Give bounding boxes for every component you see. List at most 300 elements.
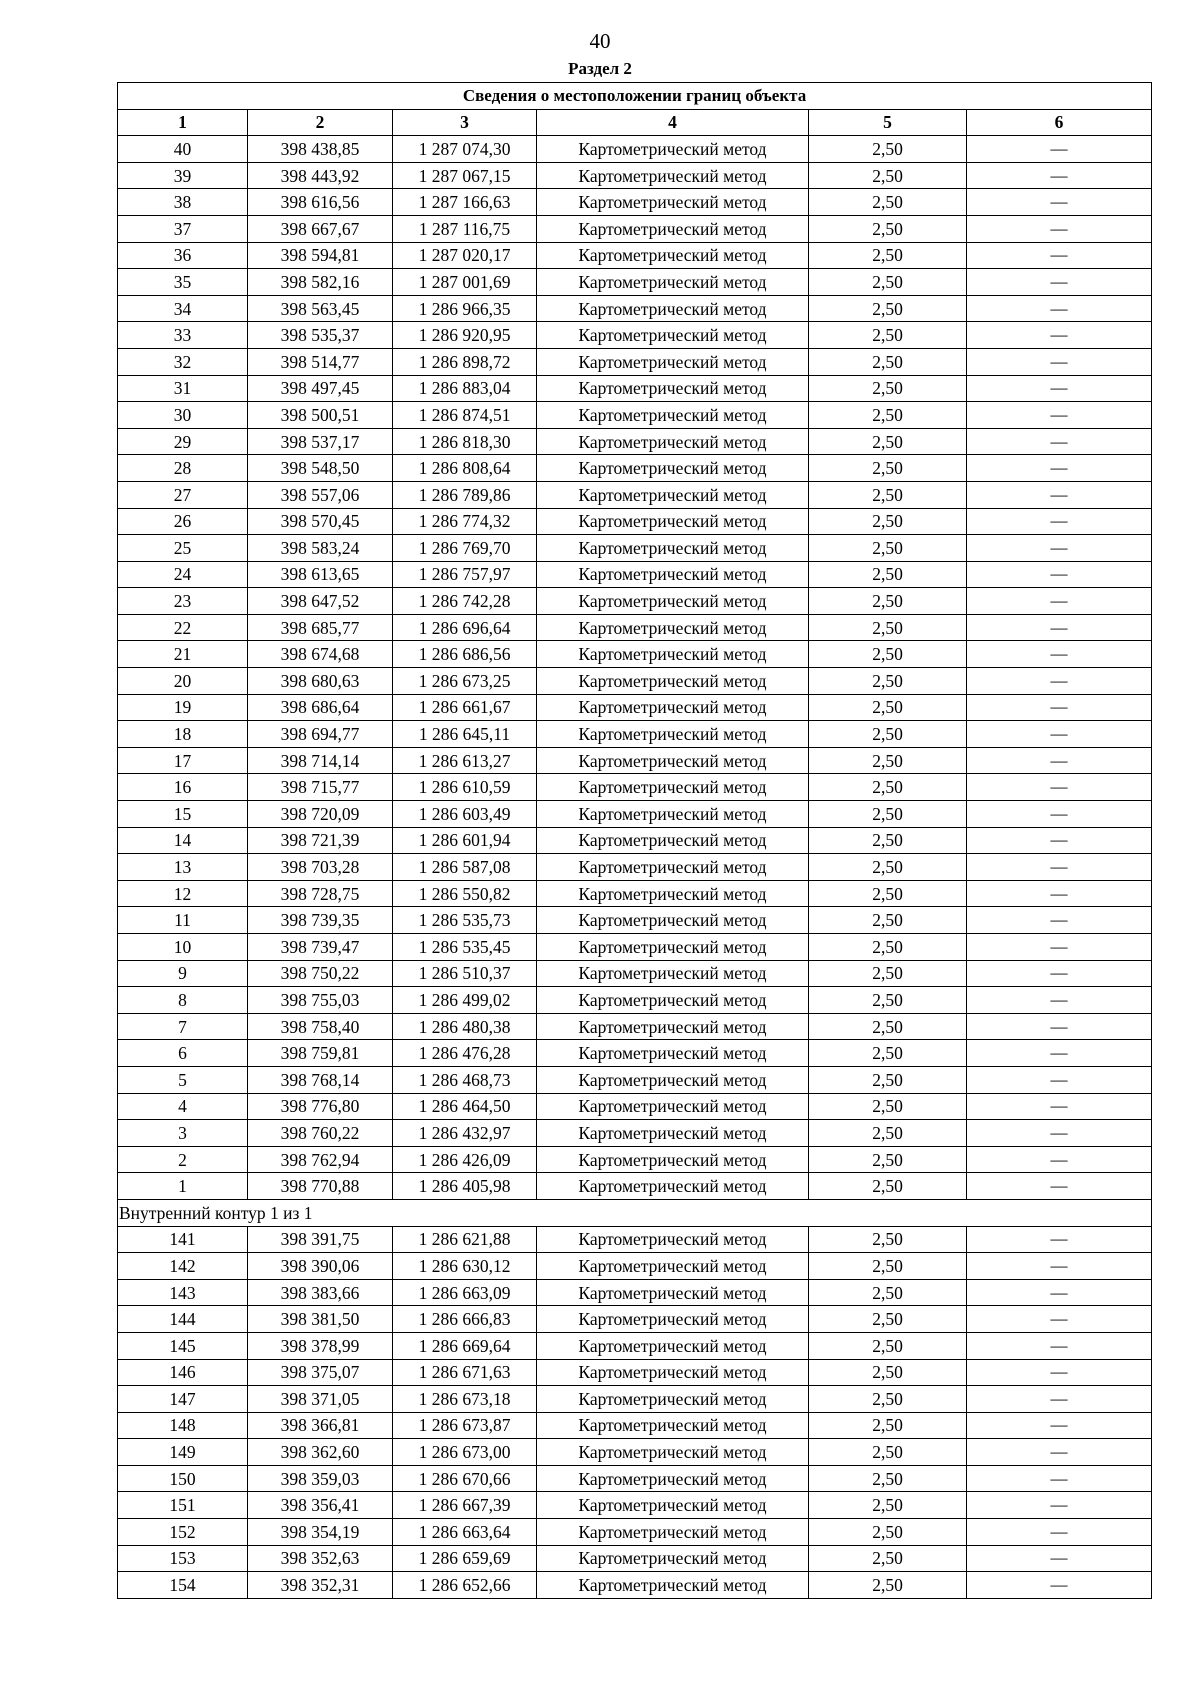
description-cell: — (967, 1120, 1152, 1147)
x-coordinate-cell: 398 391,75 (248, 1226, 393, 1253)
description-cell: — (967, 215, 1152, 242)
point-number-cell: 142 (118, 1253, 248, 1280)
description-cell: — (967, 481, 1152, 508)
description-cell: — (967, 1439, 1152, 1466)
accuracy-cell: 2,50 (809, 801, 967, 828)
y-coordinate-cell: 1 286 610,59 (393, 774, 537, 801)
table-row (118, 1492, 1152, 1519)
point-number-cell: 1 (118, 1173, 248, 1200)
table-row (118, 1465, 1152, 1492)
table-row (118, 162, 1152, 189)
point-number-cell: 22 (118, 614, 248, 641)
point-number-cell: 2 (118, 1146, 248, 1173)
table-row (118, 960, 1152, 987)
method-cell: Картометрический метод (537, 1306, 809, 1333)
y-coordinate-cell: 1 286 535,45 (393, 934, 537, 961)
y-coordinate-cell: 1 287 116,75 (393, 215, 537, 242)
accuracy-cell: 2,50 (809, 189, 967, 216)
y-coordinate-cell: 1 286 550,82 (393, 880, 537, 907)
accuracy-cell: 2,50 (809, 1253, 967, 1280)
point-number-cell: 15 (118, 801, 248, 828)
accuracy-cell: 2,50 (809, 1359, 967, 1386)
y-coordinate-cell: 1 286 671,63 (393, 1359, 537, 1386)
column-number: 1 (118, 109, 248, 136)
description-cell: — (967, 827, 1152, 854)
description-cell: — (967, 428, 1152, 455)
table-row (118, 455, 1152, 482)
table-row (118, 1386, 1152, 1413)
table-row (118, 641, 1152, 668)
point-number-cell: 152 (118, 1519, 248, 1546)
x-coordinate-cell: 398 356,41 (248, 1492, 393, 1519)
x-coordinate-cell: 398 563,45 (248, 295, 393, 322)
method-cell: Картометрический метод (537, 1040, 809, 1067)
method-cell: Картометрический метод (537, 1492, 809, 1519)
table-row (118, 1412, 1152, 1439)
table-row (118, 1359, 1152, 1386)
point-number-cell: 26 (118, 508, 248, 535)
accuracy-cell: 2,50 (809, 1519, 967, 1546)
description-cell: — (967, 348, 1152, 375)
x-coordinate-cell: 398 770,88 (248, 1173, 393, 1200)
description-cell: — (967, 375, 1152, 402)
description-cell: — (967, 136, 1152, 163)
table-row (118, 295, 1152, 322)
accuracy-cell: 2,50 (809, 1013, 967, 1040)
x-coordinate-cell: 398 759,81 (248, 1040, 393, 1067)
point-number-cell: 23 (118, 588, 248, 615)
table-caption: Сведения о местоположении границ объекта (118, 83, 1152, 110)
accuracy-cell: 2,50 (809, 774, 967, 801)
y-coordinate-cell: 1 286 663,64 (393, 1519, 537, 1546)
accuracy-cell: 2,50 (809, 136, 967, 163)
description-cell: — (967, 880, 1152, 907)
x-coordinate-cell: 398 438,85 (248, 136, 393, 163)
point-number-cell: 38 (118, 189, 248, 216)
y-coordinate-cell: 1 286 673,18 (393, 1386, 537, 1413)
y-coordinate-cell: 1 286 666,83 (393, 1306, 537, 1333)
y-coordinate-cell: 1 287 001,69 (393, 269, 537, 296)
accuracy-cell: 2,50 (809, 1386, 967, 1413)
accuracy-cell: 2,50 (809, 1439, 967, 1466)
x-coordinate-cell: 398 352,63 (248, 1545, 393, 1572)
point-number-cell: 17 (118, 747, 248, 774)
accuracy-cell: 2,50 (809, 1279, 967, 1306)
table-row (118, 1146, 1152, 1173)
point-number-cell: 7 (118, 1013, 248, 1040)
method-cell: Картометрический метод (537, 934, 809, 961)
description-cell: — (967, 1492, 1152, 1519)
description-cell: — (967, 508, 1152, 535)
description-cell: — (967, 1332, 1152, 1359)
method-cell: Картометрический метод (537, 747, 809, 774)
method-cell: Картометрический метод (537, 1386, 809, 1413)
point-number-cell: 10 (118, 934, 248, 961)
description-cell: — (967, 960, 1152, 987)
accuracy-cell: 2,50 (809, 960, 967, 987)
column-number: 3 (393, 109, 537, 136)
table-row (118, 588, 1152, 615)
y-coordinate-cell: 1 286 774,32 (393, 508, 537, 535)
y-coordinate-cell: 1 286 670,66 (393, 1465, 537, 1492)
accuracy-cell: 2,50 (809, 1120, 967, 1147)
method-cell: Картометрический метод (537, 1093, 809, 1120)
method-cell: Картометрический метод (537, 322, 809, 349)
accuracy-cell: 2,50 (809, 721, 967, 748)
description-cell: — (967, 1465, 1152, 1492)
point-number-cell: 16 (118, 774, 248, 801)
x-coordinate-cell: 398 667,67 (248, 215, 393, 242)
description-cell: — (967, 402, 1152, 429)
point-number-cell: 36 (118, 242, 248, 269)
y-coordinate-cell: 1 286 499,02 (393, 987, 537, 1014)
y-coordinate-cell: 1 286 669,64 (393, 1332, 537, 1359)
method-cell: Картометрический метод (537, 242, 809, 269)
accuracy-cell: 2,50 (809, 1146, 967, 1173)
y-coordinate-cell: 1 286 630,12 (393, 1253, 537, 1280)
accuracy-cell: 2,50 (809, 614, 967, 641)
description-cell: — (967, 1253, 1152, 1280)
method-cell: Картометрический метод (537, 721, 809, 748)
description-cell: — (967, 455, 1152, 482)
point-number-cell: 27 (118, 481, 248, 508)
method-cell: Картометрический метод (537, 854, 809, 881)
point-number-cell: 149 (118, 1439, 248, 1466)
accuracy-cell: 2,50 (809, 1332, 967, 1359)
point-number-cell: 37 (118, 215, 248, 242)
x-coordinate-cell: 398 570,45 (248, 508, 393, 535)
y-coordinate-cell: 1 287 067,15 (393, 162, 537, 189)
description-cell: — (967, 801, 1152, 828)
description-cell: — (967, 1226, 1152, 1253)
y-coordinate-cell: 1 286 769,70 (393, 535, 537, 562)
description-cell: — (967, 614, 1152, 641)
point-number-cell: 148 (118, 1412, 248, 1439)
table-row (118, 508, 1152, 535)
method-cell: Картометрический метод (537, 561, 809, 588)
y-coordinate-cell: 1 286 603,49 (393, 801, 537, 828)
table-row (118, 1120, 1152, 1147)
y-coordinate-cell: 1 287 020,17 (393, 242, 537, 269)
method-cell: Картометрический метод (537, 269, 809, 296)
table-row (118, 1439, 1152, 1466)
table-body (118, 136, 1152, 1599)
table-row (118, 1572, 1152, 1599)
y-coordinate-cell: 1 286 587,08 (393, 854, 537, 881)
description-cell: — (967, 1359, 1152, 1386)
y-coordinate-cell: 1 286 808,64 (393, 455, 537, 482)
point-number-cell: 4 (118, 1093, 248, 1120)
page-number: 40 (589, 29, 611, 53)
x-coordinate-cell: 398 390,06 (248, 1253, 393, 1280)
y-coordinate-cell: 1 286 510,37 (393, 960, 537, 987)
accuracy-cell: 2,50 (809, 561, 967, 588)
description-cell: — (967, 668, 1152, 695)
table-row (118, 987, 1152, 1014)
x-coordinate-cell: 398 354,19 (248, 1519, 393, 1546)
table-row (118, 827, 1152, 854)
description-cell: — (967, 1279, 1152, 1306)
method-cell: Картометрический метод (537, 1279, 809, 1306)
table-caption-row (118, 83, 1152, 110)
accuracy-cell: 2,50 (809, 694, 967, 721)
point-number-cell: 21 (118, 641, 248, 668)
accuracy-cell: 2,50 (809, 854, 967, 881)
x-coordinate-cell: 398 755,03 (248, 987, 393, 1014)
x-coordinate-cell: 398 371,05 (248, 1386, 393, 1413)
description-cell: — (967, 774, 1152, 801)
y-coordinate-cell: 1 286 686,56 (393, 641, 537, 668)
x-coordinate-cell: 398 583,24 (248, 535, 393, 562)
point-number-cell: 39 (118, 162, 248, 189)
method-cell: Картометрический метод (537, 987, 809, 1014)
method-cell: Картометрический метод (537, 348, 809, 375)
method-cell: Картометрический метод (537, 215, 809, 242)
x-coordinate-cell: 398 537,17 (248, 428, 393, 455)
description-cell: — (967, 1545, 1152, 1572)
accuracy-cell: 2,50 (809, 1306, 967, 1333)
point-number-cell: 40 (118, 136, 248, 163)
description-cell: — (967, 1066, 1152, 1093)
table-row (118, 1226, 1152, 1253)
description-cell: — (967, 1146, 1152, 1173)
x-coordinate-cell: 398 381,50 (248, 1306, 393, 1333)
description-cell: — (967, 854, 1152, 881)
x-coordinate-cell: 398 594,81 (248, 242, 393, 269)
y-coordinate-cell: 1 286 673,00 (393, 1439, 537, 1466)
description-cell: — (967, 1013, 1152, 1040)
accuracy-cell: 2,50 (809, 162, 967, 189)
y-coordinate-cell: 1 286 742,28 (393, 588, 537, 615)
x-coordinate-cell: 398 720,09 (248, 801, 393, 828)
column-number: 4 (537, 109, 809, 136)
column-number: 2 (248, 109, 393, 136)
description-cell: — (967, 322, 1152, 349)
point-number-cell: 14 (118, 827, 248, 854)
y-coordinate-cell: 1 287 074,30 (393, 136, 537, 163)
method-cell: Картометрический метод (537, 1173, 809, 1200)
point-number-cell: 20 (118, 668, 248, 695)
description-cell: — (967, 242, 1152, 269)
table-row (118, 481, 1152, 508)
table-row (118, 934, 1152, 961)
method-cell: Картометрический метод (537, 136, 809, 163)
y-coordinate-cell: 1 286 757,97 (393, 561, 537, 588)
method-cell: Картометрический метод (537, 1226, 809, 1253)
y-coordinate-cell: 1 286 621,88 (393, 1226, 537, 1253)
accuracy-cell: 2,50 (809, 641, 967, 668)
point-number-cell: 32 (118, 348, 248, 375)
method-cell: Картометрический метод (537, 428, 809, 455)
accuracy-cell: 2,50 (809, 402, 967, 429)
x-coordinate-cell: 398 359,03 (248, 1465, 393, 1492)
description-cell: — (967, 1386, 1152, 1413)
accuracy-cell: 2,50 (809, 1465, 967, 1492)
y-coordinate-cell: 1 286 667,39 (393, 1492, 537, 1519)
accuracy-cell: 2,50 (809, 1226, 967, 1253)
accuracy-cell: 2,50 (809, 907, 967, 934)
point-number-cell: 12 (118, 880, 248, 907)
x-coordinate-cell: 398 703,28 (248, 854, 393, 881)
y-coordinate-cell: 1 286 673,25 (393, 668, 537, 695)
table-row (118, 1173, 1152, 1200)
method-cell: Картометрический метод (537, 481, 809, 508)
table-row (118, 1066, 1152, 1093)
method-cell: Картометрический метод (537, 880, 809, 907)
y-coordinate-cell: 1 286 789,86 (393, 481, 537, 508)
point-number-cell: 34 (118, 295, 248, 322)
table-row (118, 136, 1152, 163)
y-coordinate-cell: 1 286 405,98 (393, 1173, 537, 1200)
accuracy-cell: 2,50 (809, 348, 967, 375)
table-row (118, 189, 1152, 216)
y-coordinate-cell: 1 286 601,94 (393, 827, 537, 854)
x-coordinate-cell: 398 739,47 (248, 934, 393, 961)
table-row (118, 854, 1152, 881)
accuracy-cell: 2,50 (809, 747, 967, 774)
point-number-cell: 29 (118, 428, 248, 455)
table-row (118, 694, 1152, 721)
method-cell: Картометрический метод (537, 189, 809, 216)
description-cell: — (967, 907, 1152, 934)
accuracy-cell: 2,50 (809, 295, 967, 322)
point-number-cell: 5 (118, 1066, 248, 1093)
table-row (118, 801, 1152, 828)
accuracy-cell: 2,50 (809, 934, 967, 961)
description-cell: — (967, 694, 1152, 721)
method-cell: Картометрический метод (537, 1066, 809, 1093)
point-number-cell: 154 (118, 1572, 248, 1599)
description-cell: — (967, 1572, 1152, 1599)
description-cell: — (967, 1519, 1152, 1546)
method-cell: Картометрический метод (537, 1253, 809, 1280)
accuracy-cell: 2,50 (809, 269, 967, 296)
method-cell: Картометрический метод (537, 668, 809, 695)
method-cell: Картометрический метод (537, 774, 809, 801)
point-number-cell: 31 (118, 375, 248, 402)
table-row (118, 242, 1152, 269)
x-coordinate-cell: 398 557,06 (248, 481, 393, 508)
x-coordinate-cell: 398 383,66 (248, 1279, 393, 1306)
x-coordinate-cell: 398 362,60 (248, 1439, 393, 1466)
method-cell: Картометрический метод (537, 614, 809, 641)
y-coordinate-cell: 1 286 426,09 (393, 1146, 537, 1173)
x-coordinate-cell: 398 680,63 (248, 668, 393, 695)
method-cell: Картометрический метод (537, 1146, 809, 1173)
method-cell: Картометрический метод (537, 1465, 809, 1492)
accuracy-cell: 2,50 (809, 1412, 967, 1439)
accuracy-cell: 2,50 (809, 322, 967, 349)
table-row (118, 880, 1152, 907)
point-number-cell: 141 (118, 1226, 248, 1253)
x-coordinate-cell: 398 685,77 (248, 614, 393, 641)
table-row (118, 1040, 1152, 1067)
x-coordinate-cell: 398 758,40 (248, 1013, 393, 1040)
point-number-cell: 9 (118, 960, 248, 987)
point-number-cell: 153 (118, 1545, 248, 1572)
y-coordinate-cell: 1 286 898,72 (393, 348, 537, 375)
point-number-cell: 145 (118, 1332, 248, 1359)
accuracy-cell: 2,50 (809, 588, 967, 615)
method-cell: Картометрический метод (537, 694, 809, 721)
table-row (118, 428, 1152, 455)
y-coordinate-cell: 1 286 464,50 (393, 1093, 537, 1120)
inner-contour-label: Внутренний контур 1 из 1 (118, 1199, 1152, 1226)
table-row (118, 668, 1152, 695)
method-cell: Картометрический метод (537, 1013, 809, 1040)
description-cell: — (967, 987, 1152, 1014)
y-coordinate-cell: 1 286 883,04 (393, 375, 537, 402)
table-row (118, 1519, 1152, 1546)
x-coordinate-cell: 398 694,77 (248, 721, 393, 748)
accuracy-cell: 2,50 (809, 880, 967, 907)
x-coordinate-cell: 398 500,51 (248, 402, 393, 429)
description-cell: — (967, 721, 1152, 748)
x-coordinate-cell: 398 497,45 (248, 375, 393, 402)
point-number-cell: 33 (118, 322, 248, 349)
x-coordinate-cell: 398 686,64 (248, 694, 393, 721)
table-row (118, 1093, 1152, 1120)
y-coordinate-cell: 1 286 468,73 (393, 1066, 537, 1093)
x-coordinate-cell: 398 443,92 (248, 162, 393, 189)
x-coordinate-cell: 398 762,94 (248, 1146, 393, 1173)
x-coordinate-cell: 398 674,68 (248, 641, 393, 668)
y-coordinate-cell: 1 286 661,67 (393, 694, 537, 721)
table-row (118, 1332, 1152, 1359)
method-cell: Картометрический метод (537, 1545, 809, 1572)
method-cell: Картометрический метод (537, 960, 809, 987)
x-coordinate-cell: 398 714,14 (248, 747, 393, 774)
column-number: 5 (809, 109, 967, 136)
accuracy-cell: 2,50 (809, 1093, 967, 1120)
point-number-cell: 151 (118, 1492, 248, 1519)
point-number-cell: 144 (118, 1306, 248, 1333)
table-row (118, 774, 1152, 801)
method-cell: Картометрический метод (537, 907, 809, 934)
table-row (118, 375, 1152, 402)
point-number-cell: 143 (118, 1279, 248, 1306)
method-cell: Картометрический метод (537, 508, 809, 535)
table-row (118, 402, 1152, 429)
x-coordinate-cell: 398 613,65 (248, 561, 393, 588)
table-row (118, 535, 1152, 562)
x-coordinate-cell: 398 514,77 (248, 348, 393, 375)
y-coordinate-cell: 1 286 480,38 (393, 1013, 537, 1040)
description-cell: — (967, 1093, 1152, 1120)
accuracy-cell: 2,50 (809, 242, 967, 269)
y-coordinate-cell: 1 286 613,27 (393, 747, 537, 774)
x-coordinate-cell: 398 739,35 (248, 907, 393, 934)
description-cell: — (967, 269, 1152, 296)
accuracy-cell: 2,50 (809, 1173, 967, 1200)
x-coordinate-cell: 398 647,52 (248, 588, 393, 615)
x-coordinate-cell: 398 352,31 (248, 1572, 393, 1599)
column-number: 6 (967, 109, 1152, 136)
inner-contour-row (118, 1199, 1152, 1226)
point-number-cell: 30 (118, 402, 248, 429)
description-cell: — (967, 588, 1152, 615)
method-cell: Картометрический метод (537, 1439, 809, 1466)
table-row (118, 1253, 1152, 1280)
accuracy-cell: 2,50 (809, 1066, 967, 1093)
accuracy-cell: 2,50 (809, 1545, 967, 1572)
accuracy-cell: 2,50 (809, 827, 967, 854)
y-coordinate-cell: 1 286 432,97 (393, 1120, 537, 1147)
y-coordinate-cell: 1 286 535,73 (393, 907, 537, 934)
method-cell: Картометрический метод (537, 295, 809, 322)
method-cell: Картометрический метод (537, 1412, 809, 1439)
y-coordinate-cell: 1 286 920,95 (393, 322, 537, 349)
